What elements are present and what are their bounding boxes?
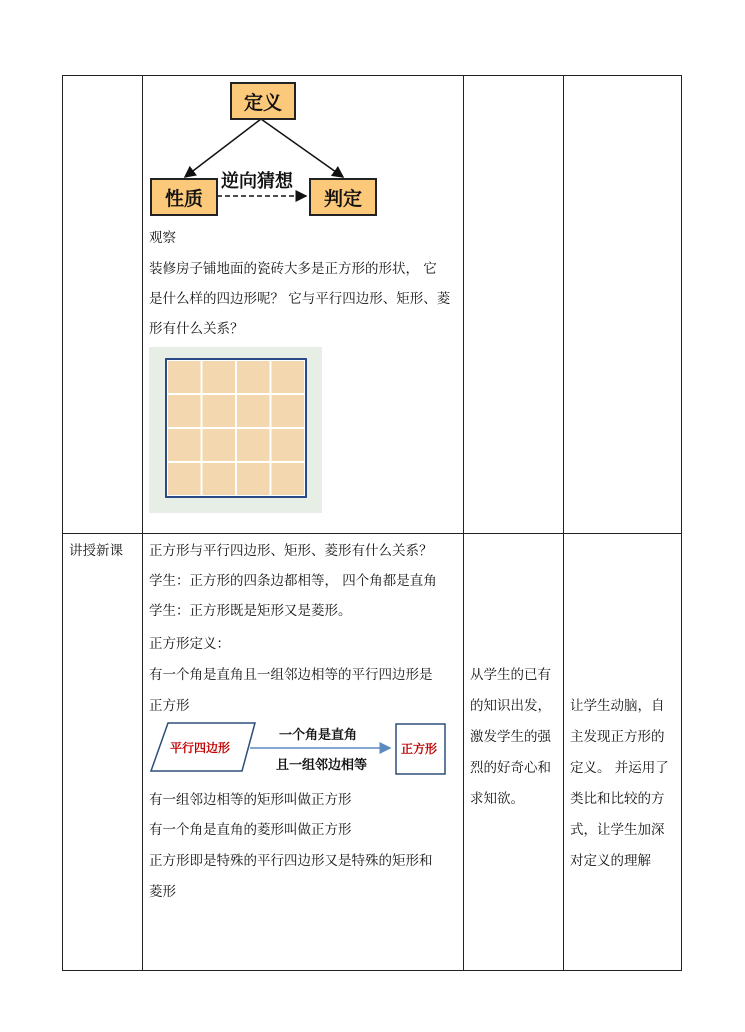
reverse-guess-label: 逆向猜想: [221, 171, 293, 192]
text-line: 装修房子铺地面的瓷砖大多是正方形的形状， 它: [149, 261, 437, 277]
text-line: 正方形: [149, 698, 190, 714]
text-line: 有一个角是直角的菱形叫做正方形: [149, 822, 352, 838]
goal-line: 式，让学生加深: [570, 822, 665, 838]
condition-1: 一个角是直角: [279, 728, 358, 743]
text-line: 学生：正方形既是矩形又是菱形。: [149, 603, 352, 619]
square-label: 正方形: [401, 742, 438, 756]
text-line: 学生：正方形的四条边都相等， 四个角都是直角: [149, 573, 437, 589]
text-line: 观察: [149, 230, 176, 246]
section-label: 讲授新课: [69, 543, 123, 559]
text-line: 正方形定义：: [149, 636, 230, 652]
intent-line: 激发学生的强: [470, 729, 551, 745]
goal-line: 主发现正方形的: [570, 729, 665, 745]
property-box: 性质: [150, 178, 218, 216]
intent-line: 的知识出发，: [470, 698, 551, 714]
goal-line: 让学生动脑，自: [570, 698, 665, 714]
criterion-box: 判定: [309, 178, 377, 216]
definition-box: 定义: [230, 82, 296, 120]
goal-line: 定义。 并运用了: [570, 760, 669, 776]
condition-2: 且一组邻边相等: [276, 758, 368, 773]
goal-line: 类比和比较的方: [570, 791, 665, 807]
tile-floor-image: [149, 347, 322, 513]
text-line: 菱形: [149, 884, 176, 900]
parallelogram-label: 平行四边形: [170, 741, 231, 755]
intent-line: 求知欲。: [470, 791, 524, 807]
intent-line: 烈的好奇心和: [470, 760, 551, 776]
text-line: 有一个角是直角且一组邻边相等的平行四边形是: [149, 667, 433, 683]
text-line: 正方形与平行四边形、矩形、菱形有什么关系？: [149, 543, 433, 559]
text-line: 有一组邻边相等的矩形叫做正方形: [149, 792, 352, 808]
intent-line: 从学生的已有: [470, 667, 551, 683]
text-line: 形有什么关系？: [149, 321, 244, 337]
text-line: 是什么样的四边形呢？ 它与平行四边形、矩形、菱: [149, 291, 451, 307]
goal-line: 对定义的理解: [570, 853, 651, 869]
text-line: 正方形即是特殊的平行四边形又是特殊的矩形和: [149, 853, 433, 869]
